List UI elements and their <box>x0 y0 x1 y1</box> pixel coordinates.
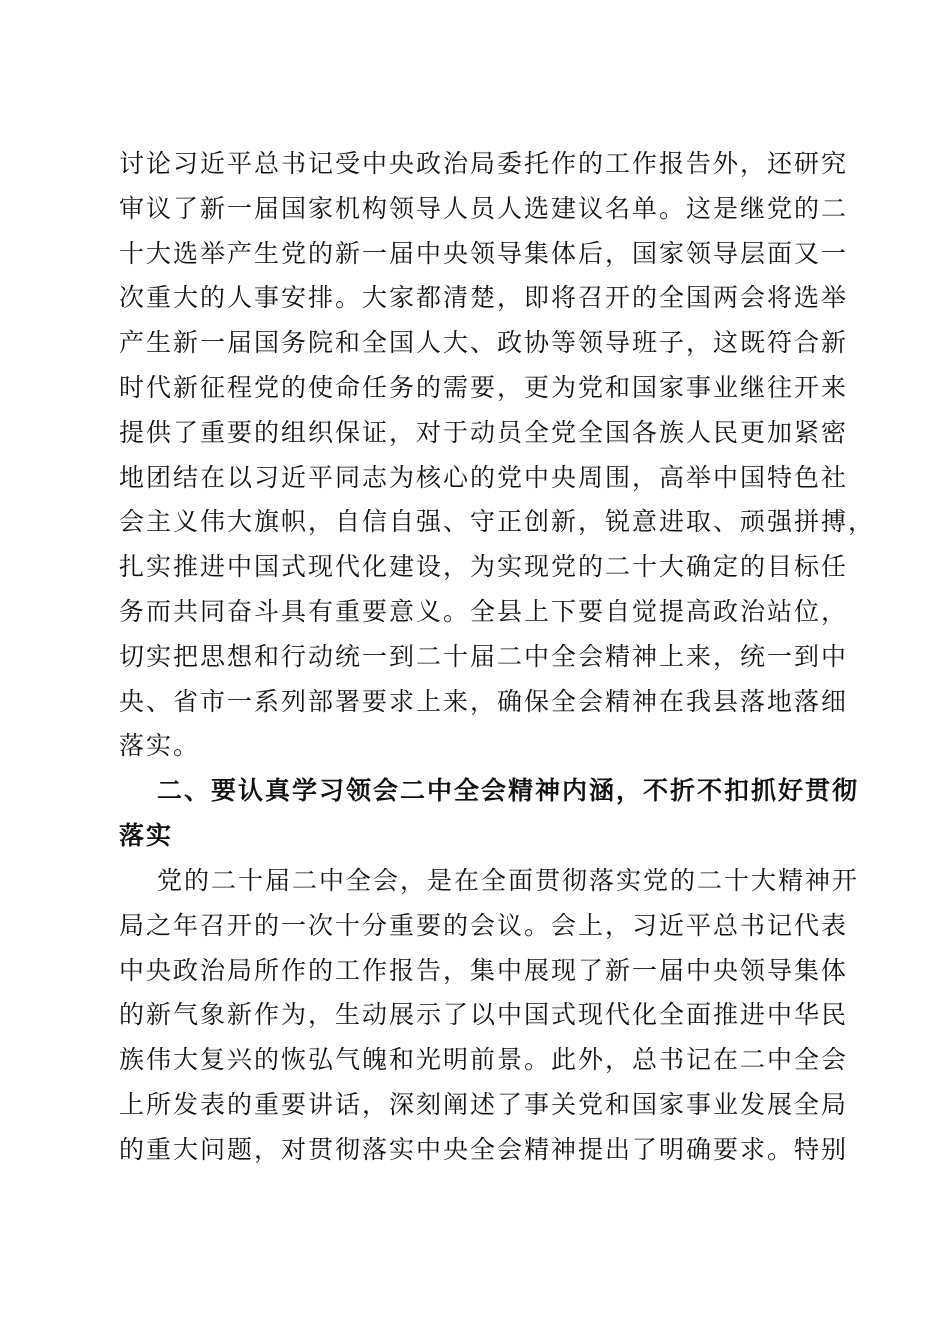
text-line: 提供了重要的组织保证，对于动员全党全国各族人民更加紧密 <box>119 417 849 447</box>
text-line: 会主义伟大旗帜，自信自强、守正创新，锐意进取、顽强拼搏， <box>119 507 876 537</box>
text-line: 的新气象新作为，生动展示了以中国式现代化全面推进中华民 <box>119 1000 849 1030</box>
text-line: 切实把思想和行动统一到二十届二中全会精神上来，统一到中 <box>119 641 849 671</box>
text-line: 审议了新一届国家机构领导人员人选建议名单。这是继党的二 <box>119 193 849 223</box>
text-line: 央、省市一系列部署要求上来，确保全会精神在我县落地落细 <box>119 686 849 716</box>
text-line: 讨论习近平总书记受中央政治局委托作的工作报告外，还研究 <box>119 149 849 178</box>
text-line: 地团结在以习近平同志为核心的党中央周围，高举中国特色社 <box>119 462 849 492</box>
text-line: 次重大的人事安排。大家都清楚，即将召开的全国两会将选举 <box>119 283 849 313</box>
text-line: 中央政治局所作的工作报告，集中展现了新一届中央领导集体 <box>119 955 849 985</box>
text-line: 务而共同奋斗具有重要意义。全县上下要自觉提高政治站位， <box>119 596 849 626</box>
heading-line: 落实 <box>119 820 174 850</box>
text-line: 上所发表的重要讲话，深刻阐述了事关党和国家事业发展全局 <box>119 1089 849 1119</box>
text-line: 落实。 <box>119 731 201 761</box>
text-line: 时代新征程党的使命任务的需要，更为党和国家事业继往开来 <box>119 372 849 402</box>
text-line: 产生新一届国务院和全国人大、政协等领导班子，这既符合新 <box>119 328 849 358</box>
text-line: 族伟大复兴的恢弘气魄和光明前景。此外，总书记在二中全会 <box>119 1045 849 1075</box>
text-line: 的重大问题，对贯彻落实中央全会精神提出了明确要求。特别 <box>119 1134 849 1164</box>
body-paragraph-1 <box>119 142 876 769</box>
text-line: 局之年召开的一次十分重要的会议。会上，习近平总书记代表 <box>119 910 849 940</box>
text-line: 党的二十届二中全会，是在全面贯彻落实党的二十大精神开 <box>157 866 860 895</box>
body-paragraph-2 <box>119 859 860 1173</box>
text-line: 十大选举产生党的新一届中央领导集体后，国家领导层面又一 <box>119 238 849 268</box>
heading-line: 二、要认真学习领会二中全会精神内涵，不折不扣抓好贯彻 <box>157 776 860 805</box>
section-heading-2 <box>119 769 860 859</box>
text-line: 扎实推进中国式现代化建设，为实现党的二十大确定的目标任 <box>119 552 849 582</box>
